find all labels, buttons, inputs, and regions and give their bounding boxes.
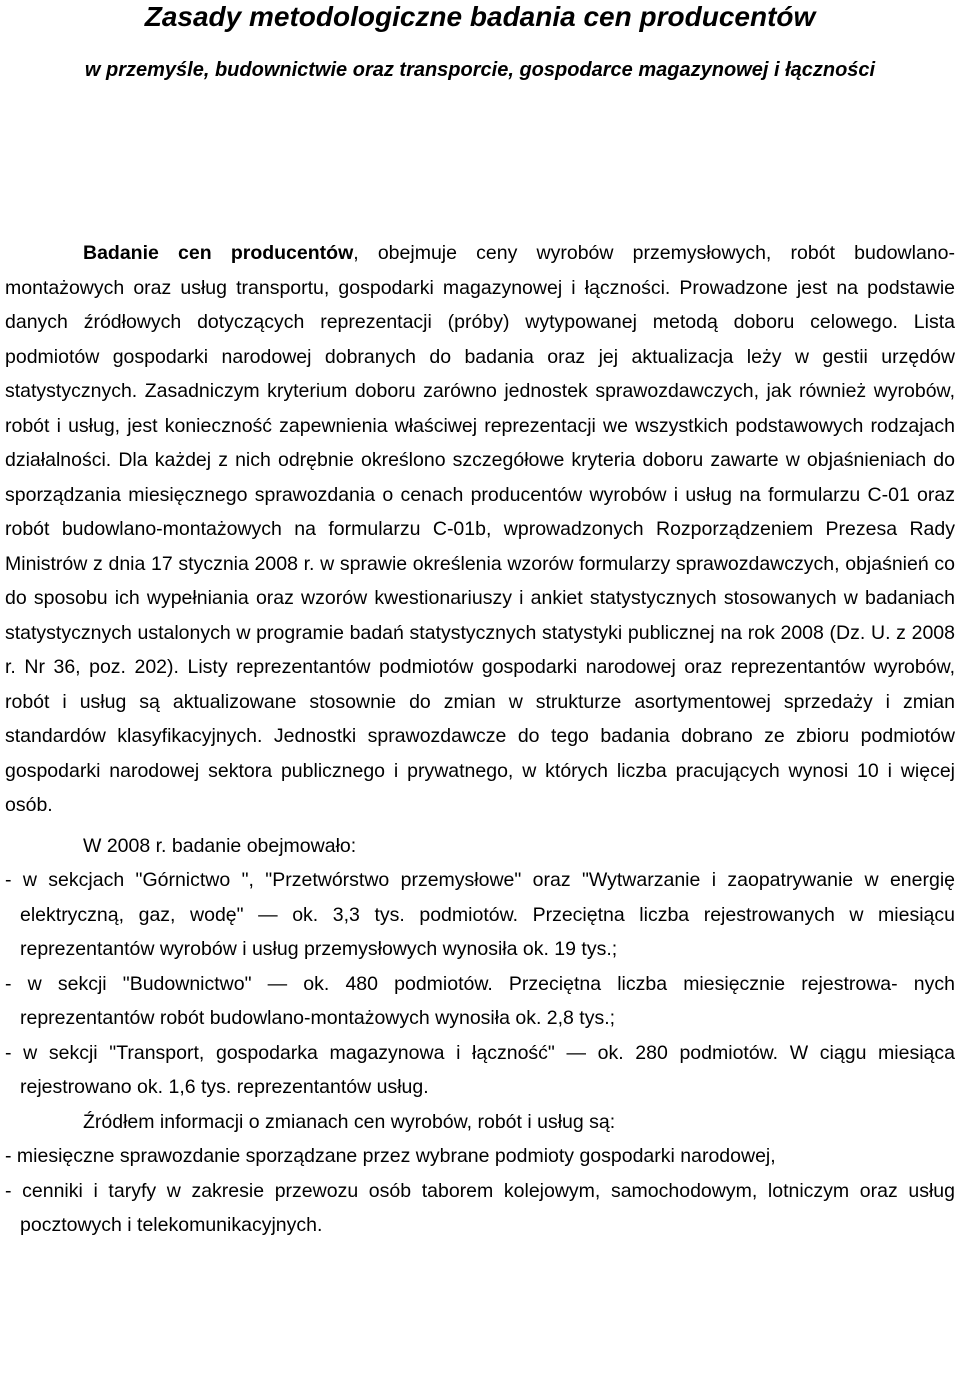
coverage-item-transport: - w sekcji "Transport, gospodarka magazynowa i łączność" — ok. 280 podmiotów. W ciągu miesiąca rejestrowano ok. 1,6 tys. reprezentantów usług. bbox=[5, 1041, 955, 1098]
sources-item-report: - miesięczne sprawozdanie sporządzane przez wybrane podmioty gospodarki narodowej, bbox=[5, 1145, 776, 1167]
intro-paragraph bbox=[5, 236, 955, 823]
coverage-item-construction: - w sekcji "Budownictwo" — ok. 480 podmiotów. Przeciętna liczba miesięcznie rejestrowa- nych reprezentantów robót budowlano-montażowych wynosiła ok. 2,8 tys.; bbox=[5, 972, 955, 1029]
document-body bbox=[5, 236, 955, 1243]
intro-text: , obejmuje ceny wyrobów przemysłowych, robót budowlano-montażowych oraz usług transportu, gospodarki magazynowej i łączności. Prowadzone jest na podstawie danych źródłowych dotyczących reprezentacji (próby) wytypowanej metodą doboru celowego. Lista podmiotów gospodarki narodowej dobranych do badania oraz jej aktualizacja leży w gestii urzędów statystycznych. Zasadniczym kryterium doboru zarówno jednostek sprawozdawczych, jak również wyrobów, robót i usług, jest konieczność zapewnienia właściwej reprezentacji we wszystkich podstawowych rodzajach działalności. Dla każdej z nich odrębnie określono szczegółowe kryteria doboru zawarte w objaśnieniach do sporządzania miesięcznego sprawozdania o cenach producentów wyrobów i usług na formularzu C-01 oraz robót budowlano-montażowych na formularzu C-01b, wprowadzonych Rozporządzeniem Prezesa Rady Ministrów z dnia 17 stycznia 2008 r. w sprawie określenia wzorów formularzy sprawozdawczych, objaśnień co do sposobu ich wypełniania oraz wzorów kwestionariuszy i ankiet statystycznych stosowanych w badaniach statystycznych ustalonych w programie badań statystycznych statystyki publicznej na rok 2008 (Dz. U. z 2008 r. Nr 36, poz. 202). Listy reprezentantów podmiotów gospodarki narodowej oraz reprezentantów wyrobów, robót i usług są aktualizowane stosownie do zmian w strukturze asortymentowej sprzedaży i zmian standardów klasyfikacyjnych. Jednostki sprawozdawcze do tego badania dobrano ze zbioru podmiotów gospodarki narodowej sektora publicznego i prywatnego, w których liczba pracujących wynosi 10 i więcej osób. bbox=[5, 242, 955, 816]
sources-heading: Źródłem informacji o zmianach cen wyrobów, robót i usług są: bbox=[83, 1110, 616, 1133]
coverage-heading: W 2008 r. badanie obejmowało: bbox=[83, 834, 357, 857]
sources-item-tariffs: - cenniki i taryfy w zakresie przewozu osób taborem kolejowym, samochodowym, lotniczym oraz usług pocztowych i telekomunikacyjnych. bbox=[5, 1179, 955, 1236]
document-title: Zasady metodologiczne badania cen producentów bbox=[144, 1, 816, 32]
intro-lead: Badanie cen producentów bbox=[83, 242, 354, 264]
coverage-item-mining: - w sekcjach "Górnictwo ", "Przetwórstwo przemysłowe" oraz "Wytwarzanie i zaopatrywanie w energię elektryczną, gaz, wodę" — ok. 3,3 tys. podmiotów. Przeciętna liczba rejestrowanych w miesiącu reprezentantów wyrobów i usług przemysłowych wynosiła ok. 19 tys.; bbox=[5, 869, 955, 960]
document-subtitle: w przemyśle, budownictwie oraz transporcie, gospodarce magazynowej i łączności bbox=[84, 59, 876, 81]
